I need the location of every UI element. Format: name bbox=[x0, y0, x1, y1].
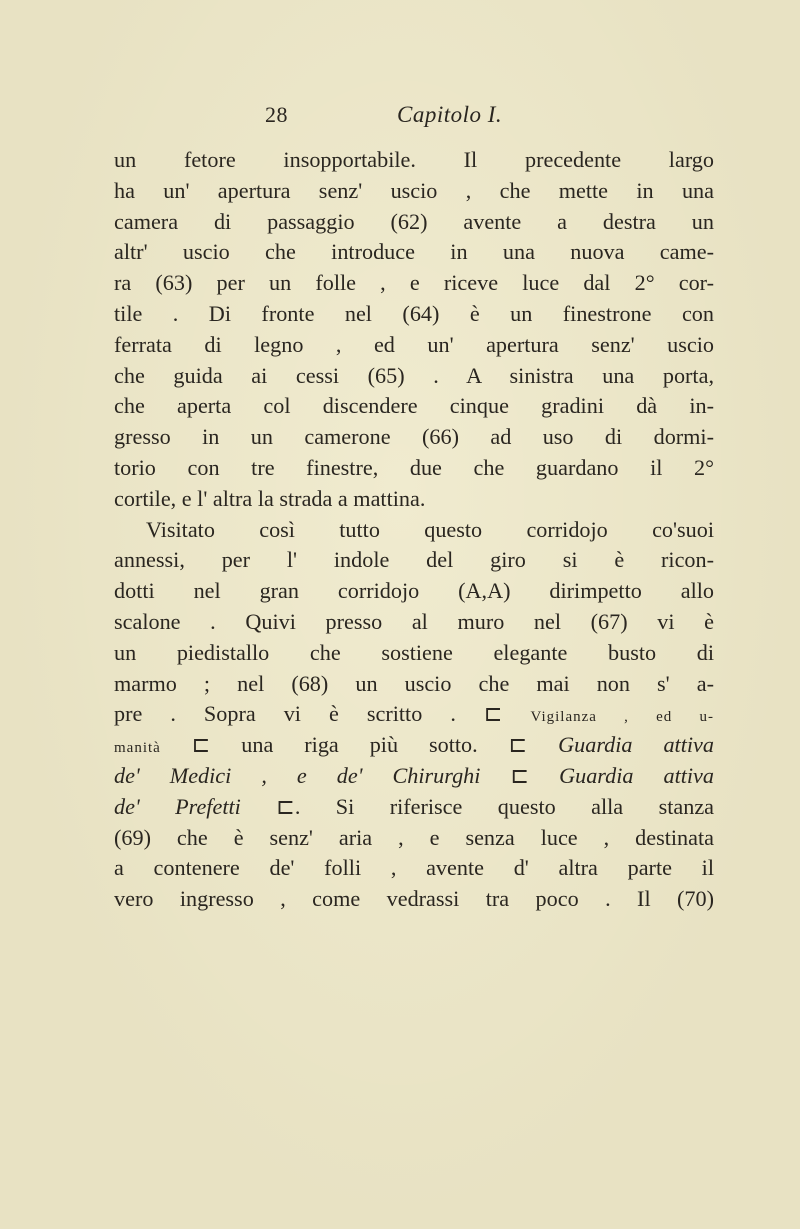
text-line: altr' uscio che introduce in una nuova came- bbox=[114, 239, 714, 265]
inscription-text: Vigilanza , ed u- bbox=[530, 709, 714, 726]
text-line: Visitato così tutto questo corridojo co'suoi bbox=[146, 516, 714, 542]
inscription-text: manità bbox=[114, 740, 161, 757]
text-line: (69) che è senz' aria , e senza luce , destinata bbox=[114, 824, 714, 850]
text-line: ha un' apertura senz' uscio , che mette in una bbox=[114, 177, 714, 203]
text-line: che aperta col discendere cinque gradini dà in- bbox=[114, 393, 714, 419]
text-line: un fetore insopportabile. Il precedente largo bbox=[114, 147, 714, 172]
text-line: tile . Di fronte nel (64) è un finestrone con bbox=[114, 300, 714, 326]
text-line: de' Prefetti ⊏. Si riferisce questo alla stanza bbox=[114, 793, 715, 819]
inscription-text: Guardia attiva bbox=[559, 762, 715, 788]
text-line: ferrata di legno , ed un' apertura senz' uscio bbox=[114, 331, 714, 357]
text-line: pre . Sopra vi è scritto . ⊏ Vigilanza , ed u- bbox=[114, 701, 714, 727]
page-number: 28 bbox=[265, 102, 288, 127]
inscription-text: de' Prefetti bbox=[114, 793, 241, 819]
text-line: dotti nel gran corridojo (A,A) dirimpetto allo bbox=[114, 578, 714, 604]
text-line: un piedistallo che sostiene elegante busto di bbox=[114, 639, 714, 665]
text-line: marmo ; nel (68) un uscio che mai non s' a- bbox=[114, 670, 714, 696]
text-line: a contenere de' folli , avente d' altra parte il bbox=[114, 855, 714, 881]
text-line: scalone . Quivi presso al muro nel (67) vi è bbox=[114, 608, 714, 634]
text-line: cortile, e l' altra la strada a mattina. bbox=[114, 485, 426, 511]
text-line: manità ⊏ una riga più sotto. ⊏ Guardia attiva bbox=[114, 732, 714, 758]
running-head bbox=[265, 102, 665, 132]
text-line: torio con tre finestre, due che guardano il 2° bbox=[114, 454, 714, 480]
text-line: annessi, per l' indole del giro si è ricon- bbox=[114, 547, 714, 573]
text-line: camera di passaggio (62) avente a destra un bbox=[114, 208, 714, 234]
text-line: gresso in un camerone (66) ad uso di dormi- bbox=[114, 424, 714, 450]
inscription-text: de' Medici , e de' Chirurghi bbox=[114, 762, 481, 788]
chapter-title: Capitolo I. bbox=[397, 102, 503, 127]
text-line: che guida ai cessi (65) . A sinistra una porta, bbox=[114, 362, 714, 388]
text-line: de' Medici , e de' Chirurghi ⊏ Guardia attiva bbox=[114, 762, 715, 788]
text-line: vero ingresso , come vedrassi tra poco . Il (70) bbox=[114, 886, 714, 912]
text-line: ra (63) per un folle , e riceve luce dal 2° cor- bbox=[114, 270, 714, 296]
inscription-text: Guardia attiva bbox=[558, 732, 714, 758]
body-text bbox=[114, 145, 714, 915]
